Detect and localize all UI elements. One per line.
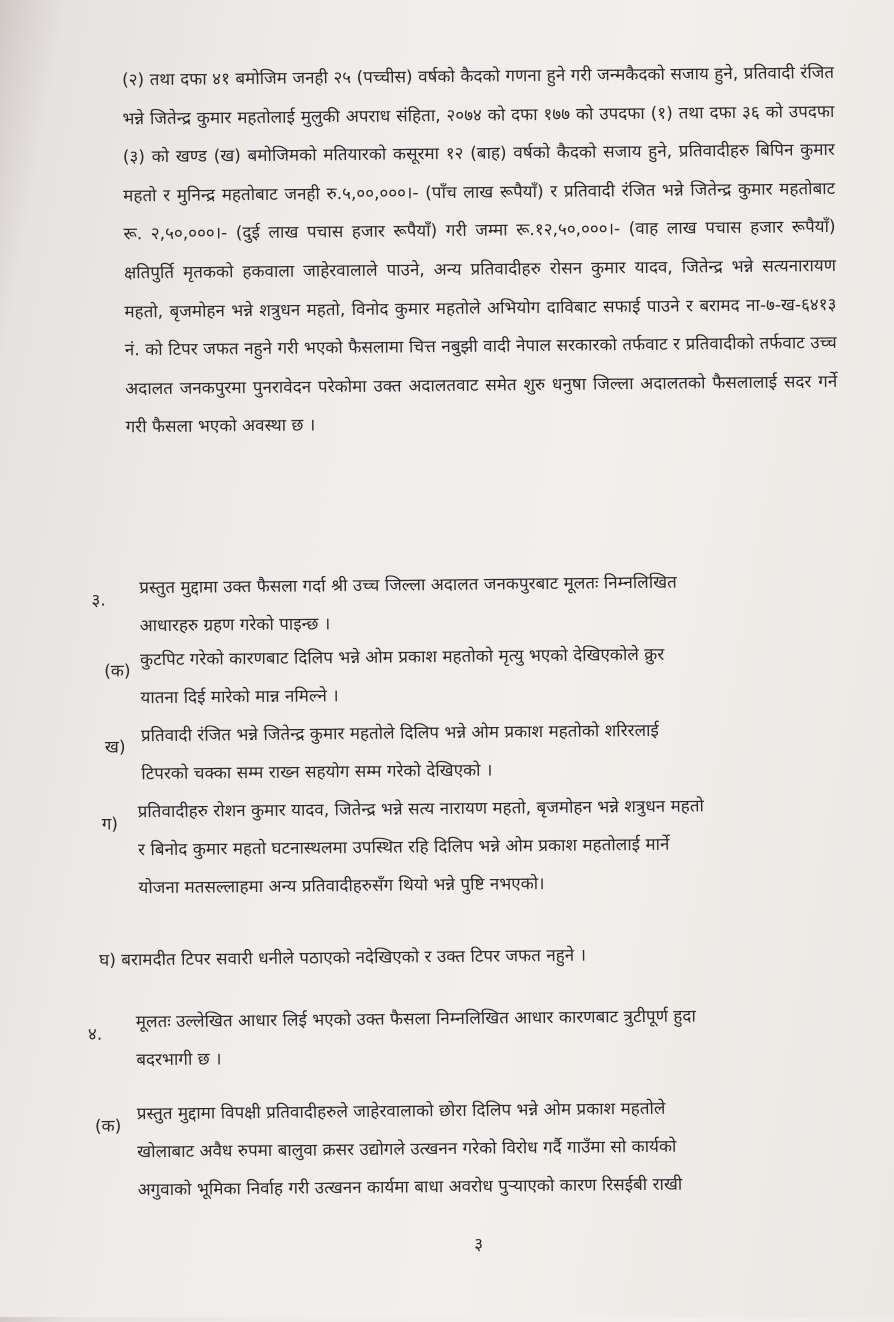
item-gha-line: घ) बरामदीत टिपर सवारी धनीले पठाएको नदेखिएको र उक्त टिपर जफत नहुने ।: [99, 945, 587, 971]
section-4-item-line-1: प्रस्तुत मुद्दामा विपक्षी प्रतिवादीहरुले जाहेरवालाको छोरा दिलिप भन्ने ओम प्रकाश महतोले: [136, 1098, 666, 1125]
item-ka: [140, 634, 861, 718]
item-ga-line-2: र बिनोद कुमार महतो घटनास्थलमा उपस्थित रहि दिलिप भन्ने ओम प्रकाश महतोलाई मार्ने: [137, 834, 670, 861]
section-4-item: [137, 1088, 874, 1210]
item-ga-marker: ग): [101, 814, 119, 835]
item-kha: [141, 710, 862, 794]
item-kha-line-2: टिपरको चक्का सम्म राख्न सहयोग सम्म गरेको देखिएको ।: [141, 760, 493, 785]
item-ka-marker: (क): [104, 661, 131, 682]
section-3-heading: [139, 562, 852, 645]
intro-paragraph: [122, 54, 838, 447]
section-3-line-1: प्रस्तुत मुद्दामा उक्त फैसला गर्दा श्री उच्च जिल्ला अदालत जनकपुरबाट मूलतः निम्नलिखित: [139, 572, 677, 599]
section-4-item-line-3: अगुवाको भूमिका निर्वाह गरी उत्खनन कार्यमा बाधा अवरोध पुर्‍याएको कारण रिसईबी राखी: [137, 1174, 683, 1201]
item-ga-line-3: योजना मतसल्लाहमा अन्य प्रतिवादीहरुसँग थियो भन्ने पुष्टि नभएको।: [138, 874, 545, 899]
page-number: ३: [474, 1234, 484, 1255]
item-ga-line-1: प्रतिवादीहरु रोशन कुमार यादव, जितेन्द्र भन्ने सत्य नारायण महतो, बृजमोहन भन्ने शत्रुधन महतो: [137, 796, 704, 823]
item-ga: [137, 786, 862, 908]
section-3-line-2: आधारहरु ग्रहण गरेको पाइन्छ ।: [139, 614, 331, 637]
section-3-number: ३.: [91, 590, 106, 611]
section-4-item-line-2: खोलाबाट अवैध रुपमा बालुवा क्रसर उद्योगले उत्खनन गरेको विरोध गर्दै गाउँमा सो कार्यको: [137, 1136, 677, 1163]
item-kha-marker: ख): [104, 737, 126, 758]
section-4-item-marker: (क): [94, 1116, 122, 1137]
section-4-line-1: मूलतः उल्लेखित आधार लिई भएको उक्त फैसला निम्नलिखित आधार कारणबाट त्रुटीपूर्ण हुदा: [135, 1006, 696, 1033]
item-gha: [99, 934, 859, 980]
item-kha-line-1: प्रतिवादी रंजित भन्ने जितेन्द्र कुमार महतोले दिलिप भन्ने ओम प्रकाश महतोको शरिरलाई: [140, 720, 659, 747]
item-ka-line-1: कुटपिट गरेको कारणबाट दिलिप भन्ने ओम प्रकाश महतोको मृत्यु भएको देखिएकोले क्रुर: [139, 644, 665, 671]
intro-paragraph-text: (२) तथा दफा ४१ बमोजिम जनही २५ (पच्चीस) वर्षको कैदको गणना हुने गरी जन्मकैदको सजाय हुने, प्रतिवादी रंजित भन्ने जितेन्द्र कुमार महतोलाई मुलुकी अपराध संहिता, २०७४ को दफा १७७ को उपदफा (१) तथा दफा ३६ को उपदफा (३) को खण्ड (ख) बमोजिमको मतियारको कसूरमा १२ (बाह) वर्षको कैदको सजाय हुने, प्रतिवादीहरु बिपिन कुमार महतो र मुनिन्द्र महतोबाट जनही रु.५,००,०००।- (पाँच लाख रूपैयाँ) र प्रतिवादी रंजित भन्ने जितेन्द्र कुमार महतोबाट रू. २,५०,०००।- (दुई लाख पचास हजार रूपैयाँ) गरी जम्मा रू.१२,५०,०००।- (वाह लाख पचास हजार रूपैयाँ) क्षतिपुर्ति मृतकको हकवाला जाहेरवालाले पाउने, अन्य प्रतिवादीहरु रोसन कुमार यादव, जितेन्द्र भन्ने सत्यनारायण महतो, बृजमोहन भन्ने शत्रुधन महतो, विनोद कुमार महतोले अभियोग दाविबाट सफाई पाउने र बरामद ना-७-ख-६४१३ नं. को टिपर जफत नहुने गरी भएको फैसलामा चित्त नबुझी वादी नेपाल सरकारको तर्फवाट र प्रतिवादीको तर्फवाट उच्च अदालत जनकपुरमा पुनरावेदन परेकोमा उक्त अदालतवाट समेत शुरु धनुषा जिल्ला अदालतको फैसलालाई सदर गर्ने गरी फैसला भएको अवस्था छ ।: [121, 62, 838, 438]
item-ka-line-2: यातना दिई मारेको मान्न नमिल्ने ।: [140, 686, 339, 709]
section-4-heading: [136, 996, 867, 1080]
section-4-number: ४.: [87, 1024, 103, 1045]
section-4-line-2: बदरभागी छ ।: [136, 1049, 222, 1071]
